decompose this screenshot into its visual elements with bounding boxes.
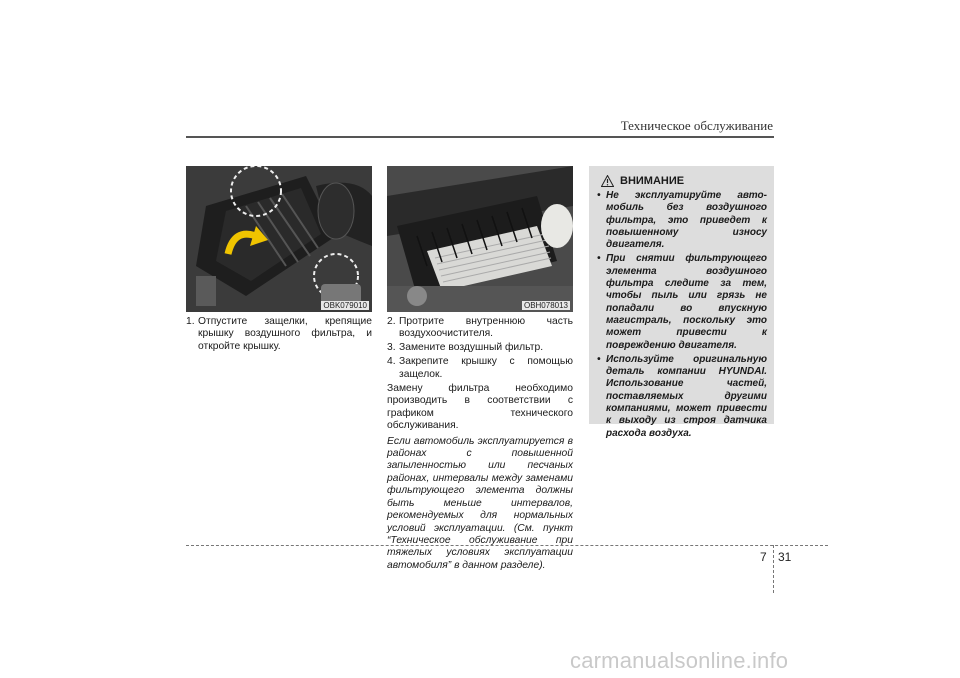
warning-item: • Не эксплуатируйте авто-мобиль без воздушного фильтра, это приведет к повышенному износу двигателя. [597,190,767,251]
footer-divider [773,545,774,593]
bullet: • [597,353,601,365]
step-list-1 [186,316,372,355]
step-item: 2. Протрите внутреннюю часть воздухоочистителя. [387,316,573,340]
page-number: 31 [778,550,792,564]
warning-list [597,190,767,442]
photo-code-right: OBH078013 [523,301,568,310]
severe-conditions-note: Если автомобиль эксплуатируется в районах с повышенной запыленностью или песчаных районах, интервалы между заменами фильтрующего элемента должны быть меньше интервалов, рекомендуемых для нормальных условий эксплуатации. (См. пункт “Техническое обслуживание при тяжелых условиях эксплуатации автомобиля” в данном разделе). [387,435,573,571]
air-filter-latch-photo [186,166,372,312]
bullet: • [597,253,601,265]
maintenance-paragraph: Замену фильтра необходимо производить в соответствии с графиком технического обслуживания. [387,383,573,432]
chapter-number: 7 [760,550,767,564]
warning-triangle-icon [601,175,614,187]
bullet: • [597,190,601,201]
warning-header [601,175,684,187]
header-rule [186,136,774,138]
step-item: 3. Замените воздушный фильтр. [387,342,544,354]
warning-box [589,166,774,439]
step-item: 4. Закрепите крышку с помощью защелок. [387,356,573,380]
photo-code-left: OBK079010 [323,301,367,310]
warning-item: • При снятии фильтрующего элемента воздушного фильтра следите за тем, чтобы пыль или грязь не попадали во впускную магистраль, поскольку это может привести к повреждению двигателя. [597,253,767,351]
air-filter-element-photo [387,166,573,312]
step-item: 1. Отпустите защелки, крепящие крышку воздушного фильтра, и откройте крышку. [186,316,372,352]
watermark: carmanualsonline.info [570,648,789,673]
step-list-2 [387,316,573,572]
section-title: Техническое обслуживание [620,118,773,133]
warning-item: • Используйте оригинальную деталь компании HYUNDAI. Использование частей, поставляемых другими компаниями, может привести к выходу из строя датчика расхода воздуха. [597,353,767,439]
footer-rule [186,545,828,546]
warning-title: ВНИМАНИЕ [620,175,685,187]
